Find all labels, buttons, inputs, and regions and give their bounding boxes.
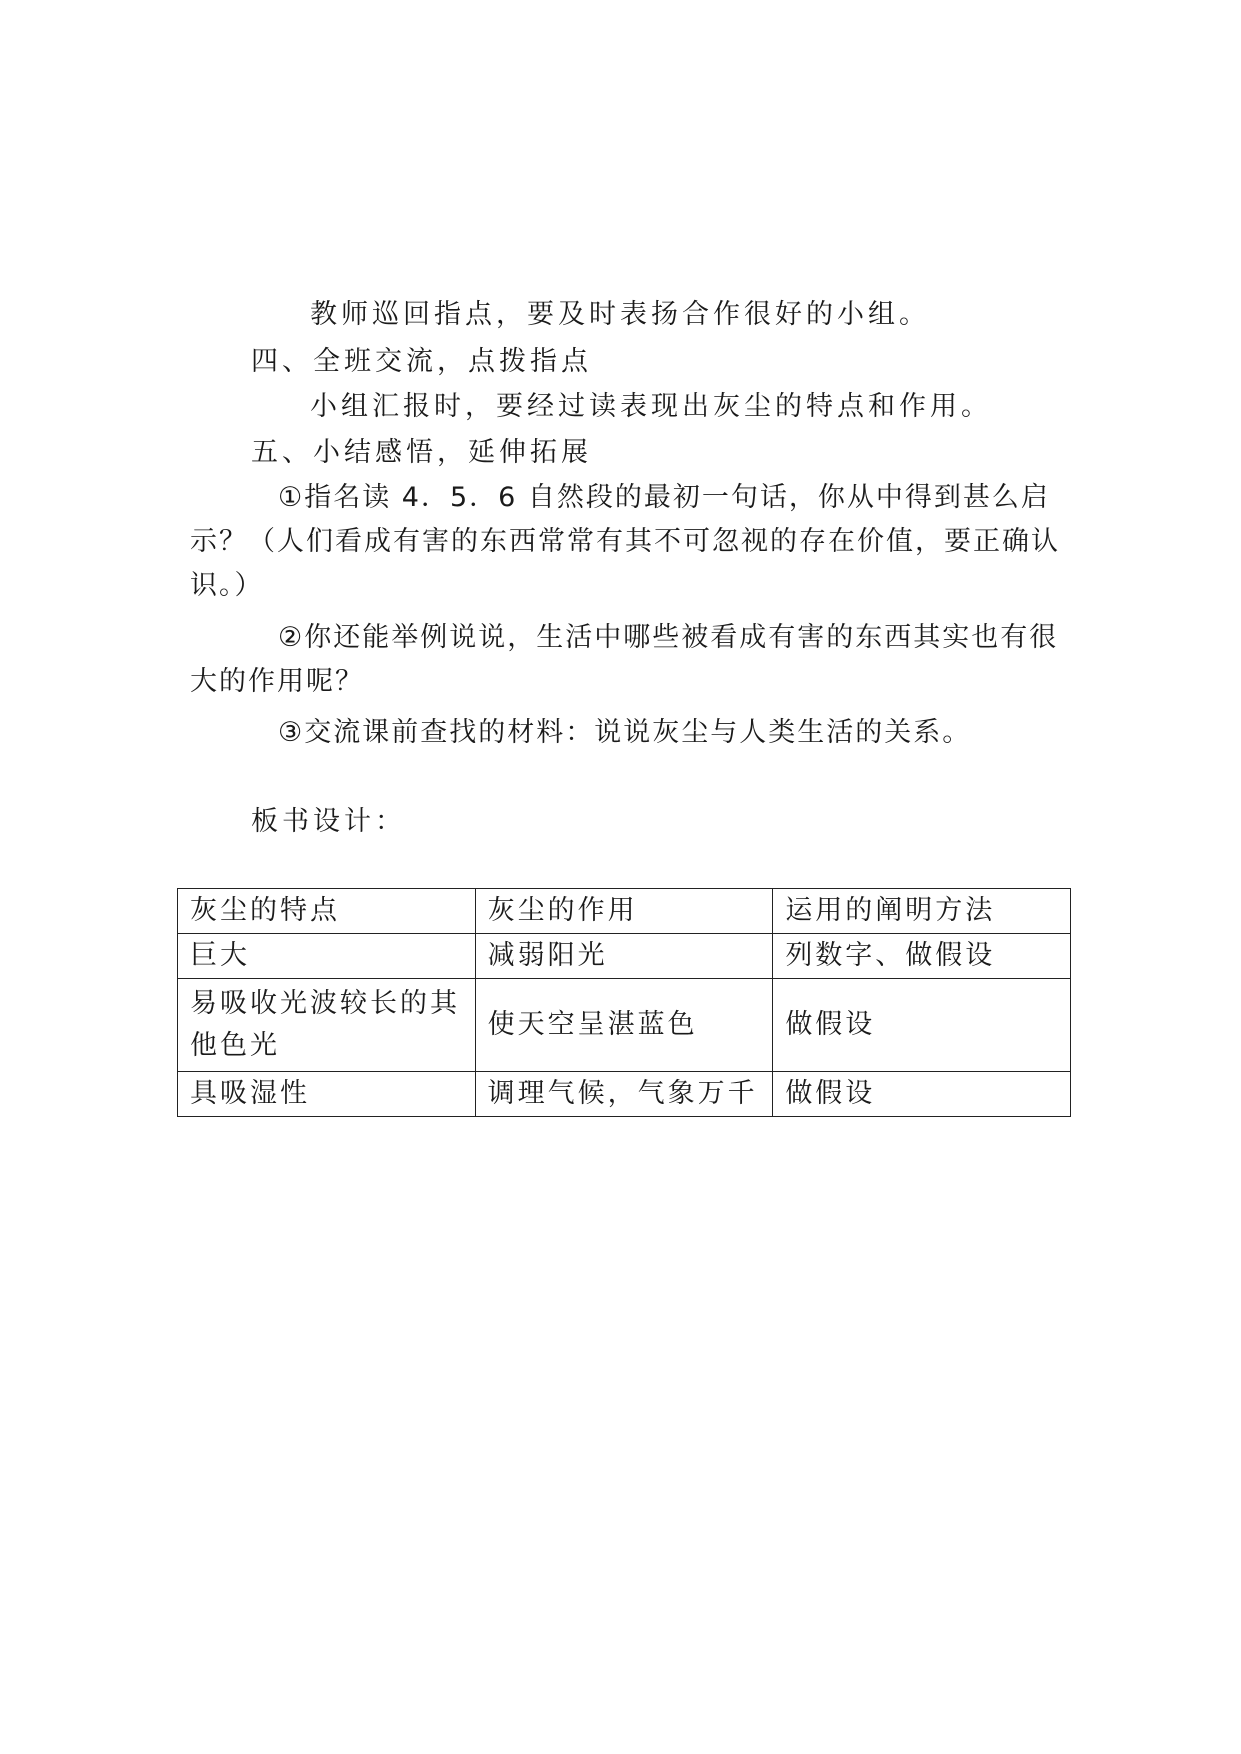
table-header-cell: 灰尘的作用 bbox=[475, 889, 773, 934]
table-row bbox=[178, 934, 1071, 979]
table-row bbox=[178, 979, 1071, 1072]
table-cell: 减弱阳光 bbox=[475, 934, 773, 979]
table-cell: 具吸湿性 bbox=[178, 1072, 476, 1117]
table-cell: 易吸收光波较长的其他色光 bbox=[178, 979, 476, 1072]
table-cell: 调理气候，气象万千 bbox=[475, 1072, 773, 1117]
teacher-guidance-line: 教师巡回指点，要及时表扬合作很好的小组。 bbox=[310, 299, 930, 330]
table-cell: 做假设 bbox=[773, 979, 1071, 1072]
table-cell: 做假设 bbox=[773, 1072, 1071, 1117]
section-heading-4: 四、全班交流，点拨指点 bbox=[251, 346, 592, 377]
group-report-line: 小组汇报时，要经过读表现出灰尘的特点和作用。 bbox=[310, 391, 992, 422]
board-design-label: 板书设计： bbox=[251, 806, 406, 837]
table-header-row bbox=[178, 889, 1071, 934]
paragraph-item-2: ②你还能举例说说，生活中哪些被看成有害的东西其实也有很大的作用呢？ bbox=[190, 622, 1059, 697]
paragraph-item-1: ①指名读 4．5．6 自然段的最初一句话，你从中得到甚么启示？（人们看成有害的东西常常有其不可忽视的存在价值，要正确认识。） bbox=[190, 482, 1060, 601]
table-header-cell: 运用的阐明方法 bbox=[773, 889, 1071, 934]
table-cell: 巨大 bbox=[178, 934, 476, 979]
table-cell: 列数字、做假设 bbox=[773, 934, 1071, 979]
board-design-table bbox=[177, 888, 1071, 1117]
paragraph-item-3-text: ③交流课前查找的材料：说说灰尘与人类生活的关系。 bbox=[278, 717, 972, 748]
paragraph-item-3 bbox=[190, 711, 1060, 755]
table-header-cell: 灰尘的特点 bbox=[178, 889, 476, 934]
table-cell: 使天空呈湛蓝色 bbox=[475, 979, 773, 1072]
section-heading-5: 五、小结感悟，延伸拓展 bbox=[251, 437, 592, 468]
table-row bbox=[178, 1072, 1071, 1117]
